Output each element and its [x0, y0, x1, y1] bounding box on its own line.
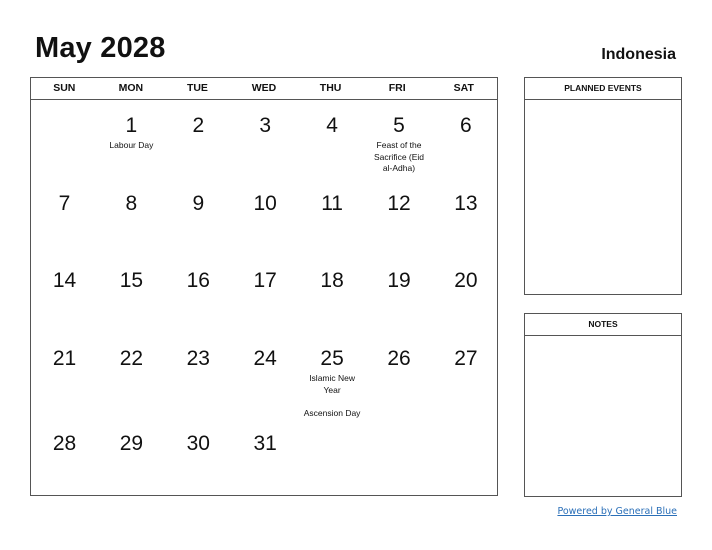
day-cell: [165, 432, 232, 456]
day-number: 13: [454, 192, 478, 215]
day-number: 14: [52, 269, 77, 292]
day-number: 23: [186, 347, 210, 370]
weekday-sun: SUN: [53, 82, 76, 94]
day-number: 31: [253, 432, 277, 455]
planned-events-panel: [524, 77, 682, 295]
holiday-label: Ascension Day: [303, 408, 361, 418]
notes-header: NOTES: [525, 314, 681, 336]
page-title: May 2028: [35, 32, 166, 64]
day-cell: [299, 347, 366, 420]
day-number: 22: [119, 347, 144, 370]
day-cell: [432, 114, 499, 138]
day-cell: [31, 269, 98, 293]
powered-by-link[interactable]: Powered by General Blue: [557, 506, 677, 517]
day-cell: [98, 347, 165, 371]
day-cell: [366, 269, 433, 293]
day-cell: [31, 432, 98, 456]
day-cell: [31, 347, 98, 371]
day-number: 20: [454, 269, 478, 292]
day-cell: [232, 347, 299, 371]
day-number: 9: [192, 192, 205, 215]
day-cell: [165, 192, 232, 216]
day-cell: [366, 192, 433, 216]
weekday-fri: FRI: [388, 82, 406, 94]
day-number: 5: [393, 114, 405, 137]
weekday-sat: SAT: [453, 82, 474, 94]
day-number: 16: [186, 269, 210, 292]
day-number: 11: [321, 192, 343, 215]
day-number: 26: [387, 347, 411, 370]
day-number: 1: [125, 114, 138, 137]
day-number: 18: [320, 269, 344, 292]
day-number: 6: [460, 114, 472, 137]
day-number: 7: [58, 192, 71, 215]
day-cell: [31, 192, 98, 216]
day-cell: [432, 269, 499, 293]
day-number: 19: [387, 269, 411, 292]
day-cell: [98, 432, 165, 456]
day-cell: [366, 114, 433, 175]
day-number: 3: [259, 114, 272, 137]
day-number: 15: [119, 269, 144, 292]
day-cell: [98, 269, 165, 293]
weekday-tue: TUE: [186, 82, 208, 94]
day-number: 8: [125, 192, 138, 215]
weekday-thu: THU: [319, 82, 342, 94]
day-cell: [299, 269, 366, 293]
day-number: 4: [326, 114, 338, 137]
day-number: 21: [52, 347, 77, 370]
holiday-label: Feast of the Sacrifice (Eid al-Adha): [373, 140, 425, 173]
weekday-mon: MON: [118, 82, 144, 94]
day-cell: [98, 192, 165, 216]
day-number: 2: [192, 114, 205, 137]
day-number: 12: [387, 192, 411, 215]
day-cell: [432, 347, 499, 371]
day-cell: [232, 432, 299, 456]
day-cell: [98, 114, 165, 152]
day-number: 24: [253, 347, 277, 370]
planned-events-header: PLANNED EVENTS: [525, 78, 681, 100]
day-cell: [366, 347, 433, 371]
day-cell: [299, 114, 366, 138]
weekday-header-row: [31, 78, 497, 100]
day-cell: [165, 269, 232, 293]
day-cell: [232, 114, 299, 138]
day-cell: [232, 192, 299, 216]
day-number: 30: [186, 432, 210, 455]
day-cell: [232, 269, 299, 293]
day-cell: [432, 192, 499, 216]
day-number: 27: [454, 347, 478, 370]
day-number: 17: [253, 269, 277, 292]
calendar-grid: [30, 77, 498, 496]
notes-panel: [524, 313, 682, 497]
day-cell: [299, 192, 366, 216]
day-number: 10: [253, 192, 277, 215]
holiday-label: Labour Day: [109, 140, 154, 150]
country-label: Indonesia: [601, 46, 676, 63]
day-number: 28: [52, 432, 77, 455]
holiday-label: Islamic New Year: [309, 373, 355, 395]
day-cell: [165, 114, 232, 138]
day-number: 25: [320, 347, 344, 370]
day-cell: [165, 347, 232, 371]
weekday-wed: WED: [251, 82, 277, 94]
day-number: 29: [119, 432, 144, 455]
